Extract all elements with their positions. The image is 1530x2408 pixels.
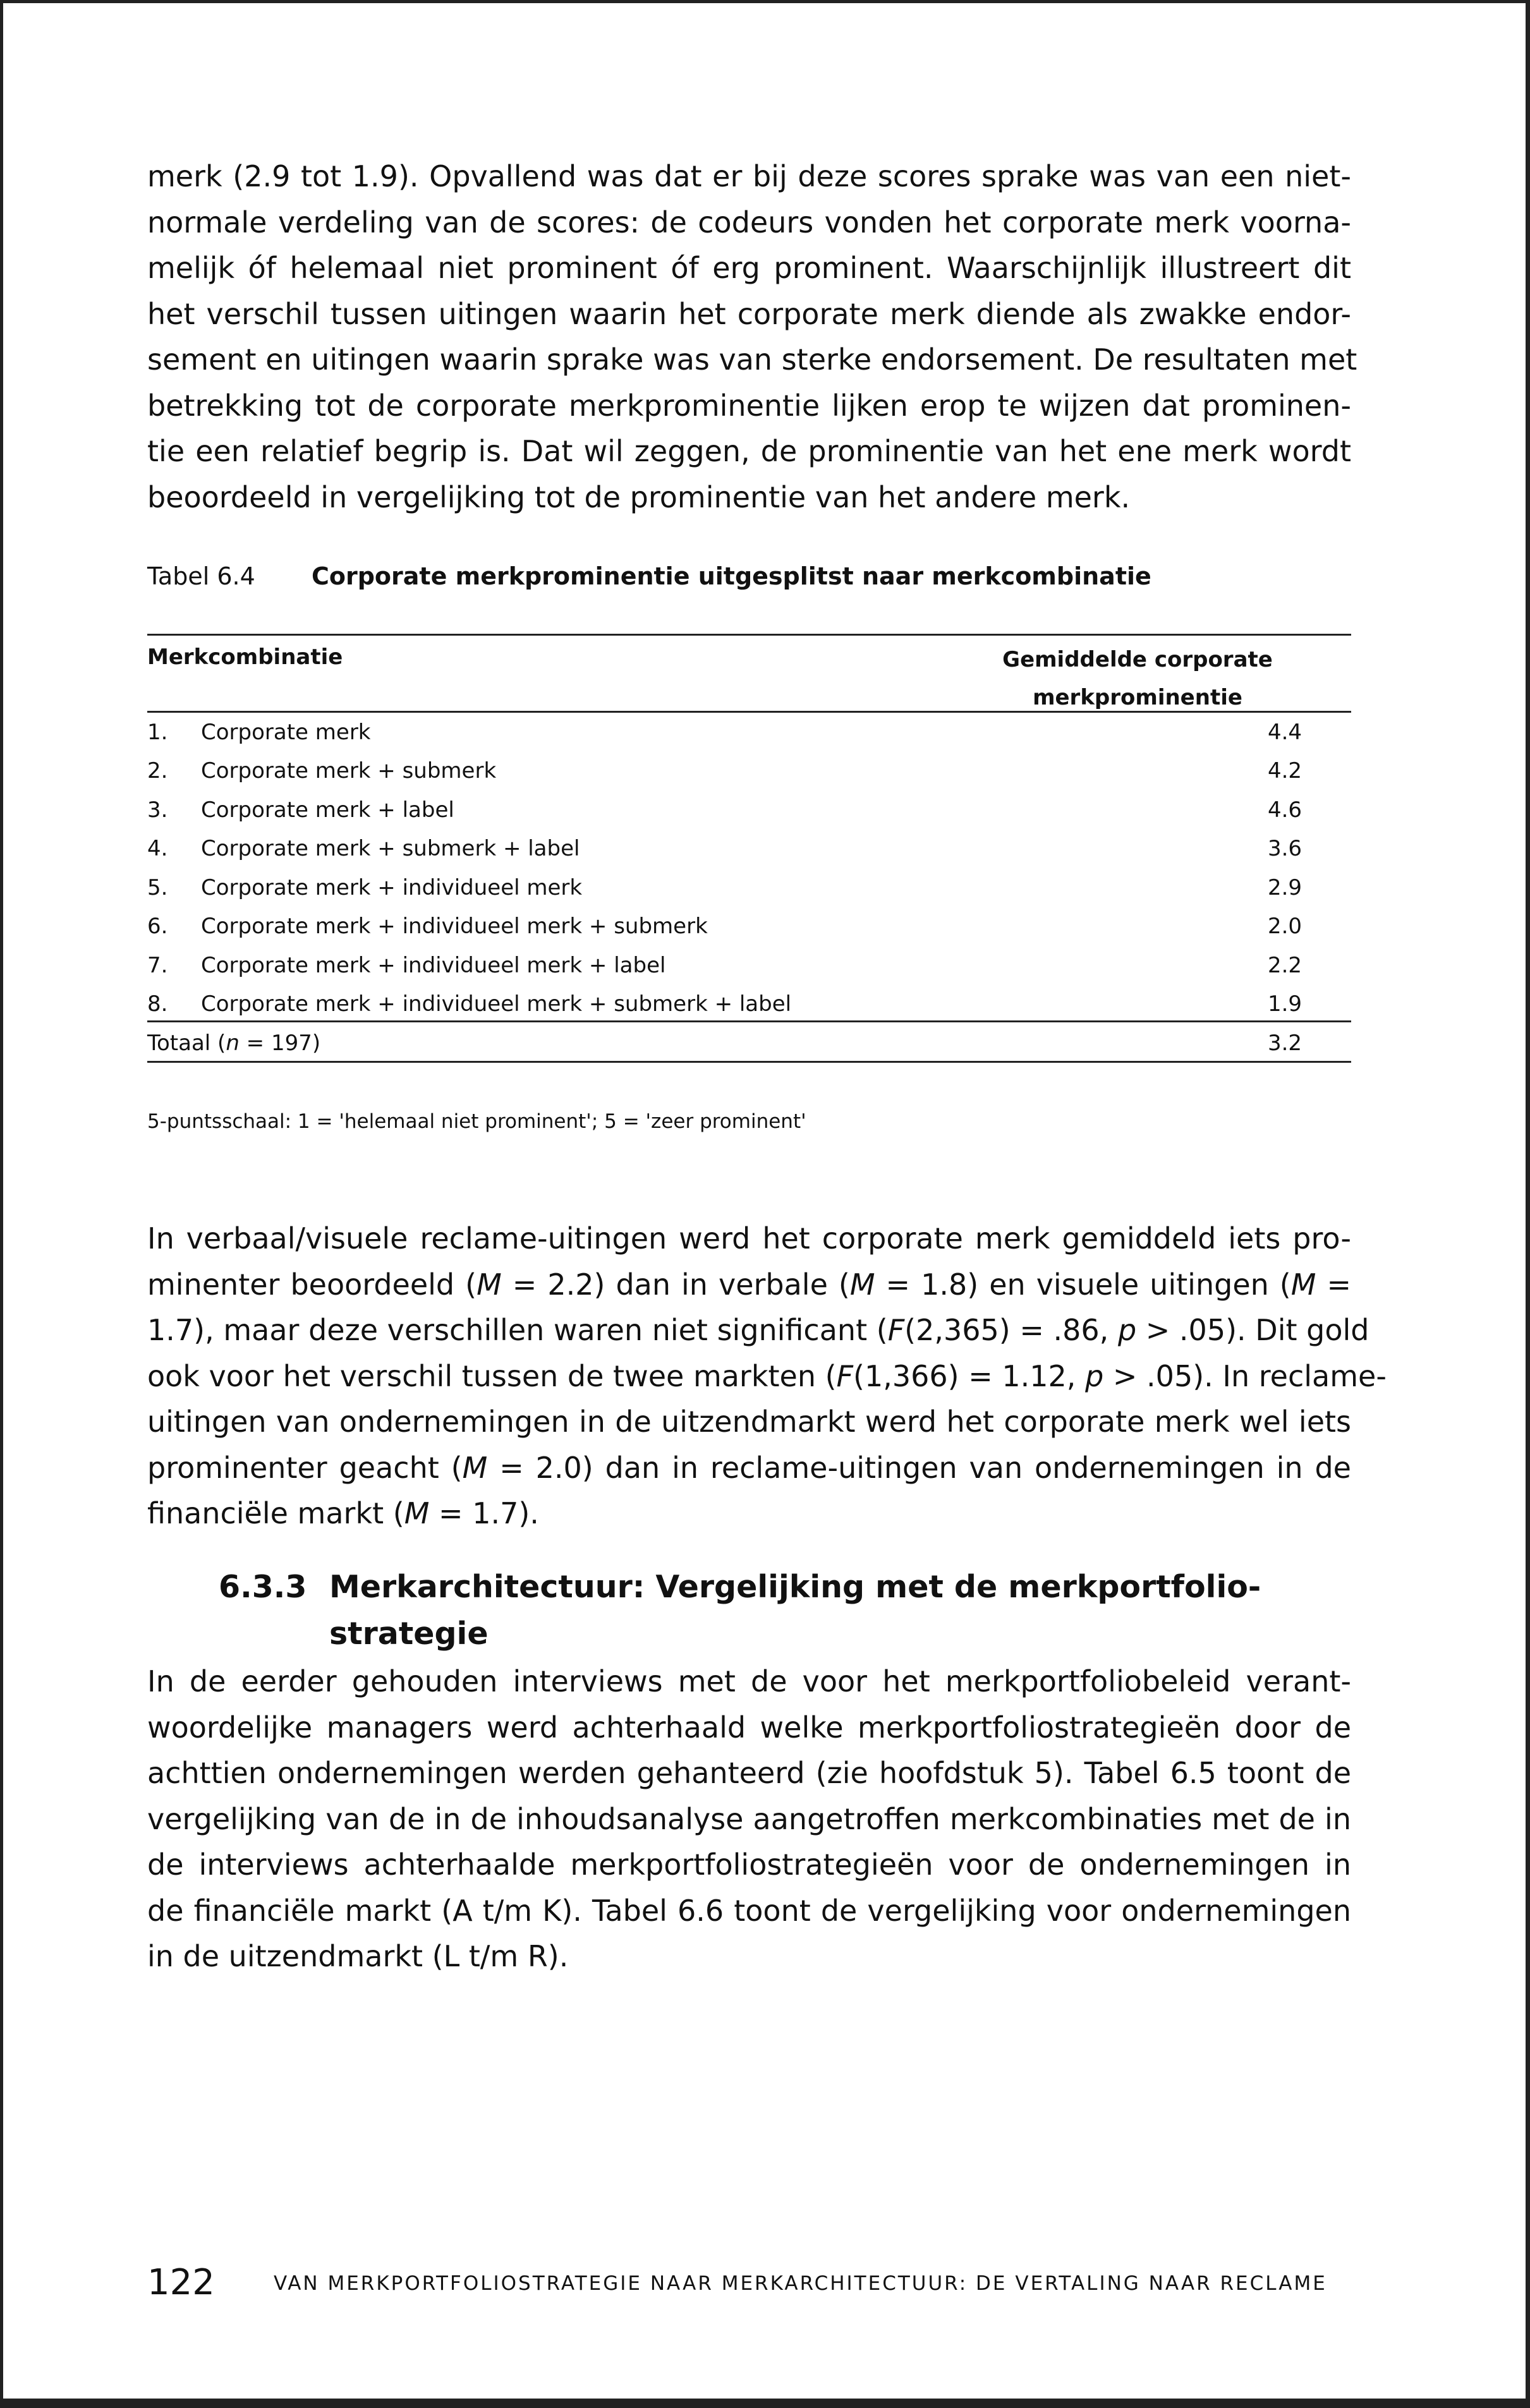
row-index: 8. <box>147 991 168 1017</box>
row-value: 2.0 <box>1267 914 1302 939</box>
row-label: Corporate merk + individueel merk + submerk + label <box>201 991 792 1017</box>
text-line: vergelijking van de in de inhoudsanalyse aangetroffen merkcombinaties met de in <box>147 1801 1351 1836</box>
text-line: ook voor het verschil tussen de twee markten (F(1,366) = 1.12, p > .05). In reclame- <box>147 1358 1387 1393</box>
paragraph-middle <box>147 1216 1387 1537</box>
page-border-left <box>0 0 3 2408</box>
table-rule-top <box>147 634 1351 636</box>
section-title-line: Merkarchitectuur: Vergelijking met de merkportfolio- <box>329 1569 1261 1605</box>
table-note: 5-puntsschaal: 1 = 'helemaal niet prominent'; 5 = 'zeer prominent' <box>147 1110 806 1133</box>
total-value: 3.2 <box>1267 1031 1302 1056</box>
text-line: achttien ondernemingen werden gehanteerd (zie hoofdstuk 5). Tabel 6.5 toont de <box>147 1756 1351 1790</box>
table-row <box>147 758 1351 797</box>
row-label: Corporate merk + submerk <box>201 758 497 784</box>
text-line: woordelijke managers werd achterhaald welke merkportfoliostrategieën door de <box>147 1710 1351 1745</box>
table-total-row <box>147 1031 1351 1069</box>
row-index: 2. <box>147 758 168 784</box>
text-line: het verschil tussen uitingen waarin het corporate merk diende als zwakke endor- <box>147 296 1351 331</box>
total-prefix: Totaal ( <box>147 1031 226 1056</box>
row-index: 3. <box>147 797 168 823</box>
text-line: beoordeeld in vergelijking tot de prominentie van het andere merk. <box>147 480 1131 514</box>
text-line: financiële markt (M = 1.7). <box>147 1496 539 1530</box>
table-row <box>147 875 1351 914</box>
total-suffix: = 197) <box>239 1031 321 1056</box>
table-row <box>147 953 1351 991</box>
text-line: betrekking tot de corporate merkprominentie lijken erop te wijzen dat prominen- <box>147 388 1351 423</box>
row-label: Corporate merk + label <box>201 797 454 823</box>
column-header-prominentie-line2: merkprominentie <box>1033 685 1242 710</box>
text-line: minenter beoordeeld (M = 2.2) dan in verbale (M = 1.8) en visuele uitingen (M = <box>147 1267 1351 1302</box>
row-label: Corporate merk + individueel merk + submerk <box>201 914 708 939</box>
table-row <box>147 720 1351 758</box>
row-value: 2.9 <box>1267 875 1302 900</box>
table-row <box>147 836 1351 874</box>
row-index: 7. <box>147 953 168 978</box>
text-line: melijk óf helemaal niet prominent óf erg prominent. Waarschijnlijk illustreert dit <box>147 251 1351 285</box>
table-title: Corporate merkprominentie uitgesplitst naar merkcombinatie <box>312 562 1151 590</box>
section-title-line: strategie <box>329 1616 489 1652</box>
running-title: VAN MERKPORTFOLIOSTRATEGIE NAAR MERKARCHITECTUUR: DE VERTALING NAAR RECLAME <box>274 2272 1327 2295</box>
table-caption <box>147 562 1151 590</box>
text-line: uitingen van ondernemingen in de uitzendmarkt werd het corporate merk wel iets <box>147 1405 1351 1439</box>
page-border-top <box>0 0 1530 3</box>
text-line: In verbaal/visuele reclame-uitingen werd het corporate merk gemiddeld iets pro- <box>147 1221 1351 1255</box>
row-label: Corporate merk + submerk + label <box>201 836 580 861</box>
table-number: Tabel 6.4 <box>147 562 255 590</box>
row-index: 5. <box>147 875 168 900</box>
text-line: sement en uitingen waarin sprake was van sterke endorsement. De resultaten met <box>147 342 1357 377</box>
row-value: 3.6 <box>1267 836 1302 861</box>
row-index: 1. <box>147 720 168 745</box>
row-value: 4.2 <box>1267 758 1302 784</box>
text-line: de financiële markt (A t/m K). Tabel 6.6 toont de vergelijking voor ondernemingen <box>147 1893 1351 1928</box>
text-line: in de uitzendmarkt (L t/m R). <box>147 1939 569 1973</box>
section-title <box>329 1564 1404 1657</box>
row-label: Corporate merk + individueel merk + label <box>201 953 666 978</box>
column-header-merkcombinatie: Merkcombinatie <box>147 644 343 670</box>
section-number: 6.3.3 <box>219 1569 307 1605</box>
table-row <box>147 797 1351 836</box>
page-number: 122 <box>147 2262 215 2303</box>
text-line: de interviews achterhaalde merkportfoliostrategieën voor de ondernemingen in <box>147 1848 1351 1882</box>
text-line: merk (2.9 tot 1.9). Opvallend was dat er bij deze scores sprake was van een niet- <box>147 159 1351 193</box>
row-value: 4.4 <box>1267 720 1302 745</box>
row-value: 2.2 <box>1267 953 1302 978</box>
row-label: Corporate merk + individueel merk <box>201 875 583 900</box>
row-value: 1.9 <box>1267 991 1302 1017</box>
page-border-bottom <box>0 2399 1530 2408</box>
row-index: 4. <box>147 836 168 861</box>
row-index: 6. <box>147 914 168 939</box>
text-line: prominenter geacht (M = 2.0) dan in reclame-uitingen van ondernemingen in de <box>147 1450 1351 1485</box>
row-value: 4.6 <box>1267 797 1302 823</box>
table-row <box>147 991 1351 1030</box>
paragraph-bottom <box>147 1659 1351 1980</box>
text-line: tie een relatief begrip is. Dat wil zeggen, de prominentie van het ene merk wordt <box>147 434 1351 468</box>
row-label: Corporate merk <box>201 720 371 745</box>
total-label <box>147 1031 320 1056</box>
text-line: normale verdeling van de scores: de codeurs vonden het corporate merk voorna- <box>147 205 1351 239</box>
paragraph-top <box>147 154 1357 520</box>
column-header-prominentie-line1: Gemiddelde corporate <box>1002 647 1273 672</box>
text-line: 1.7), maar deze verschillen waren niet significant (F(2,365) = .86, p > .05). Dit gold <box>147 1313 1369 1347</box>
page-border-right <box>1526 0 1530 2408</box>
table-row <box>147 914 1351 952</box>
text-line: In de eerder gehouden interviews met de voor het merkportfoliobeleid verant- <box>147 1664 1351 1698</box>
total-n: n <box>226 1031 240 1056</box>
